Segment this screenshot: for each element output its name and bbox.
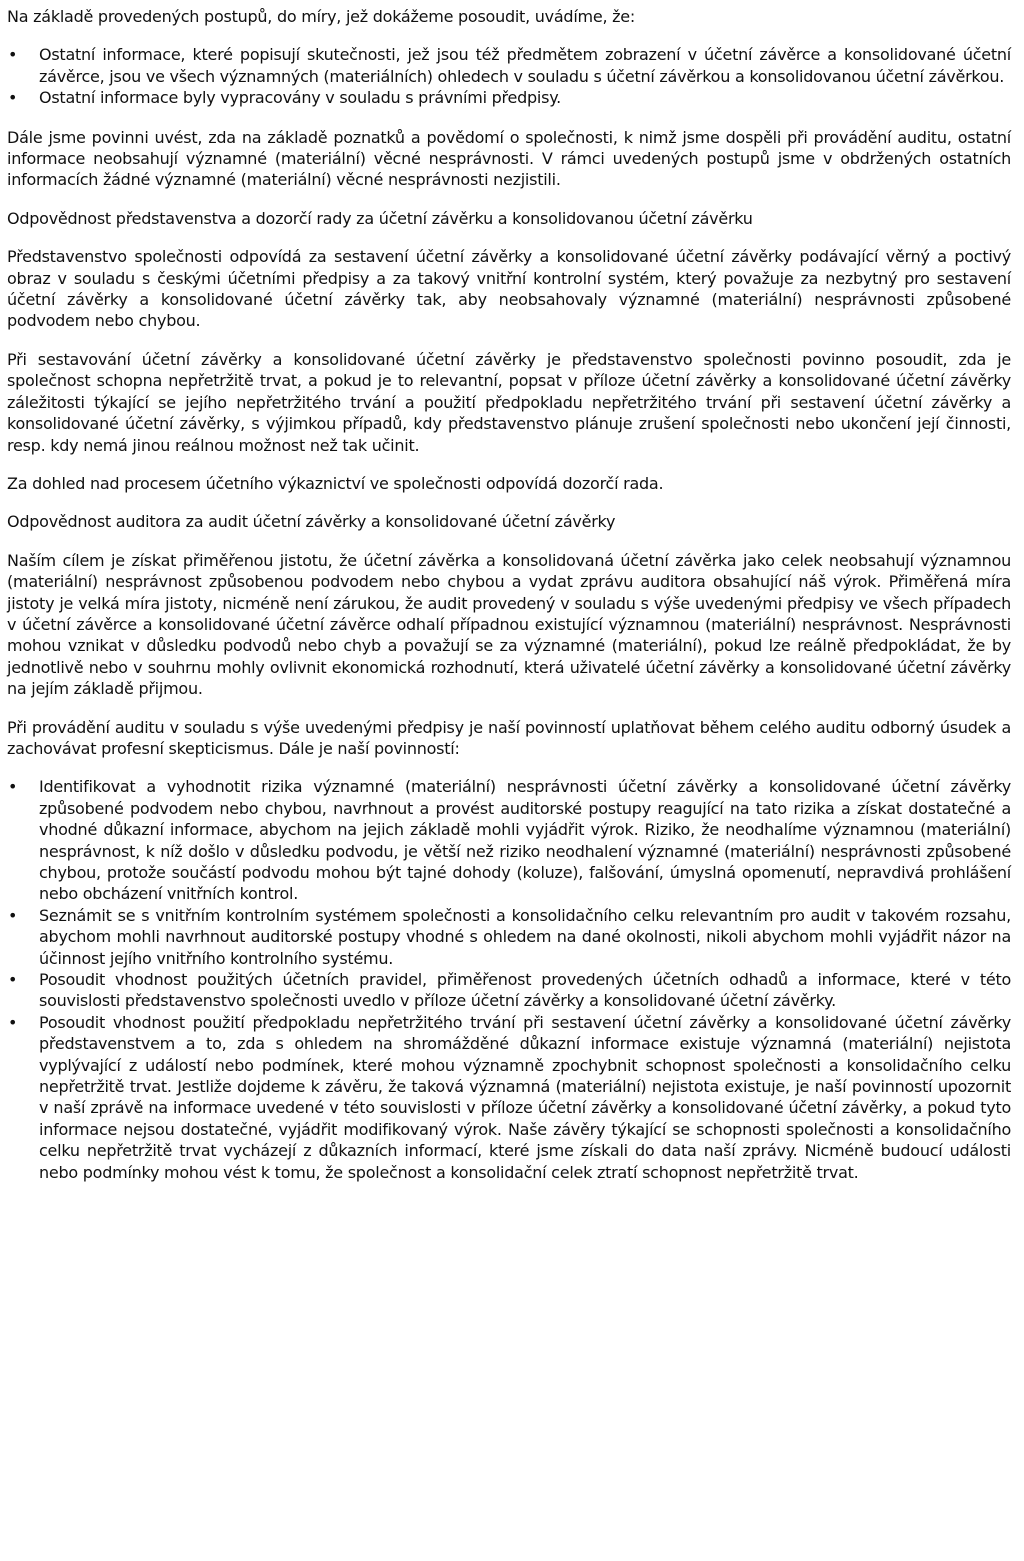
duty-paragraph: Dále jsme povinni uvést, zda na základě poznatků a povědomí o společnosti, k nimž jsme dospěli při provádění auditu, ostatní informace neobsahují významné (materiální) věcné nesprávnosti. V rámci uvedených postupů jsme v obdržených ostatních informacích žádné významné (materiální) věcné nesprávnosti nezjistili. <box>7 127 1011 190</box>
document-page <box>7 0 1011 1183</box>
list-item: • Seznámit se s vnitřním kontrolním systémem společnosti a konsolidačního celku relevantním pro audit v takovém rozsahu, abychom mohli navrhnout auditorské postupy vhodné s ohledem na dané okolnosti, nikoli abychom mohli vyjádřit názor na účinnost jejího vnitřního kontrolního systému. <box>7 905 1011 969</box>
list-item: • Posoudit vhodnost použití předpokladu nepřetržitého trvání při sestavení účetní závěrky a konsolidované účetní závěrky představenstvem a to, zda s ohledem na shromážděné důkazní informace existuje významná (materiální) nejistota vyplývající z událostí nebo podmínek, které mohou významně zpochybnit schopnost společnosti a konsolidačního celku nepřetržitě trvat. Jestliže dojdeme k závěru, že taková významná (materiální) nejistota existuje, je naší povinností upozornit v naší zprávě na informace uvedené v této souvislosti v příloze účetní závěrky a konsolidované účetní závěrky, a pokud tyto informace nejsou dostatečné, vyjádřit modifikovaný výrok. Naše závěry týkající se schopnosti společnosti a konsolidačního celku nepřetržitě trvat vycházejí z důkazních informací, které jsme získali do data naší zprávy. Nicméně budoucí události nebo podmínky mohou vést k tomu, že společnost a konsolidační celek ztratí schopnost nepřetržitě trvat. <box>7 1012 1011 1183</box>
auditor-paragraph-1: Naším cílem je získat přiměřenou jistotu, že účetní závěrka a konsolidovaná účetní závěrka jako celek neobsahují významnou (materiální) nesprávnost způsobenou podvodem nebo chybou a vydat zprávu auditora obsahující náš výrok. Přiměřená míra jistoty je velká míra jistoty, nicméně není zárukou, že audit provedený v souladu s výše uvedenými předpisy ve všech případech v účetní závěrce a konsolidované účetní závěrce odhalí případnou existující významnou (materiální) nesprávnost. Nesprávnosti mohou vznikat v důsledku podvodů nebo chyb a považují se za významné (materiální), pokud lze reálně předpokládat, že by jednotlivě nebo v souhrnu mohly ovlivnit ekonomická rozhodnutí, která uživatelé účetní závěrky a konsolidované účetní závěrky na jejím základě přijmou. <box>7 550 1011 699</box>
auditor-paragraph-2: Při provádění auditu v souladu s výše uvedenými předpisy je naší povinností uplatňovat během celého auditu odborný úsudek a zachovávat profesní skepticismus. Dále je naší povinností: <box>7 717 1011 758</box>
intro-paragraph: Na základě provedených postupů, do míry, jež dokážeme posoudit, uvádíme, že: <box>7 7 635 26</box>
conclusions-list <box>7 44 1011 108</box>
board-paragraph-3: Za dohled nad procesem účetního výkaznictví ve společnosti odpovídá dozorčí rada. <box>7 473 664 493</box>
list-item: • Identifikovat a vyhodnotit rizika významné (materiální) nesprávnosti účetní závěrky a konsolidované účetní závěrky způsobené podvodem nebo chybou, navrhnout a provést auditorské postupy reagující na tato rizika a získat dostatečné a vhodné důkazní informace, abychom na jejich základě mohli vyjádřit výrok. Riziko, že neodhalíme významnou (materiální) nesprávnost, k níž došlo v důsledku podvodu, je větší než riziko neodhalení významné (materiální) nesprávnosti způsobené chybou, protože součástí podvodu mohou být tajné dohody (koluze), falšování, úmyslná opomenutí, nepravdivá prohlášení nebo obcházení vnitřních kontrol. <box>7 776 1011 904</box>
list-item: • Ostatní informace, které popisují skutečnosti, jež jsou též předmětem zobrazení v účetní závěrce a konsolidované účetní závěrce, jsou ve všech významných (materiálních) ohledech v souladu s účetní závěrkou a konsolidovanou účetní závěrkou. <box>7 44 1011 87</box>
list-item: • Posoudit vhodnost použitých účetních pravidel, přiměřenost provedených účetních odhadů a informace, které v této souvislosti představenstvo společnosti uvedlo v příloze účetní závěrky a konsolidované účetní závěrky. <box>7 969 1011 1012</box>
auditor-duties-list <box>7 776 1011 1183</box>
board-paragraph-1: Představenstvo společnosti odpovídá za sestavení účetní závěrky a konsolidované účetní závěrky podávající věrný a poctivý obraz v souladu s českými účetními předpisy a za takový vnitřní kontrolní systém, který považuje za nezbytný pro sestavení účetní závěrky a konsolidované účetní závěrky tak, aby neobsahovaly významné (materiální) nesprávnosti způsobené podvodem nebo chybou. <box>7 247 1011 331</box>
list-item: • Ostatní informace byly vypracovány v souladu s právními předpisy. <box>7 87 1011 108</box>
section-heading-auditor: Odpovědnost auditora za audit účetní závěrky a konsolidované účetní závěrky <box>7 512 616 532</box>
section-heading-board: Odpovědnost představenstva a dozorčí rady za účetní závěrku a konsolidovanou účetní závěrku <box>7 208 753 228</box>
board-paragraph-2: Při sestavování účetní závěrky a konsolidované účetní závěrky je představenstvo společnosti povinno posoudit, zda je společnost schopna nepřetržitě trvat, a pokud je to relevantní, popsat v příloze účetní závěrky a konsolidované účetní závěrky záležitosti týkající se jejího nepřetržitého trvání a použití předpokladu nepřetržitého trvání při sestavení účetní závěrky a konsolidované účetní závěrky, s výjimkou případů, kdy představenstvo plánuje zrušení společnosti nebo ukončení její činnosti, resp. kdy nemá jinou reálnou možnost než tak učinit. <box>7 349 1011 455</box>
